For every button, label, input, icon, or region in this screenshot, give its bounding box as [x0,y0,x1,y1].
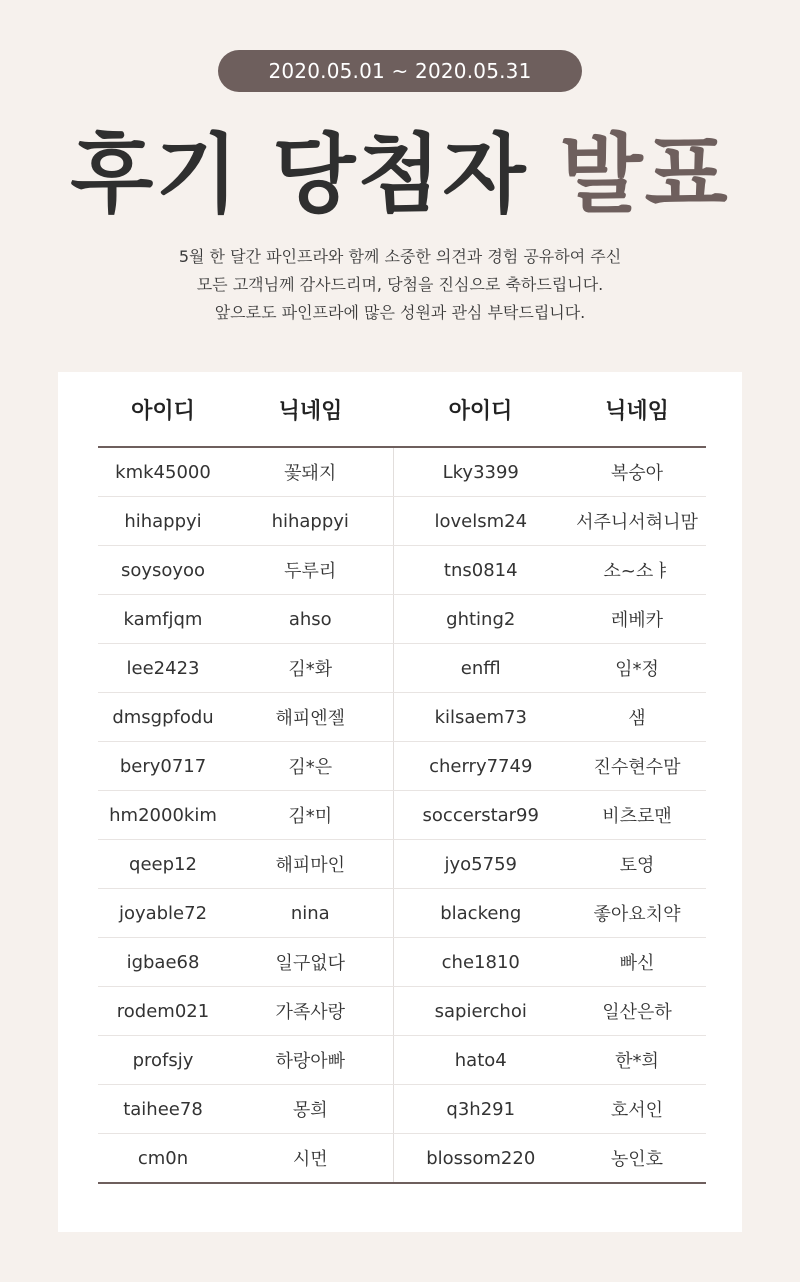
winner-id: kamfjqm [98,595,228,644]
winner-id: hato4 [393,1036,568,1085]
winner-id: kilsaem73 [393,693,568,742]
table-row [98,840,706,889]
winner-nickname: 해피엔젤 [228,693,393,742]
table-row [98,889,706,938]
winner-nickname: 진수현수맘 [568,742,706,791]
winner-id: joyable72 [98,889,228,938]
winner-nickname: 김*미 [228,791,393,840]
winner-id: blackeng [393,889,568,938]
page-title-accent: 발표 [559,125,730,225]
winner-id: rodem021 [98,987,228,1036]
winner-nickname: 토영 [568,840,706,889]
winner-nickname: 하랑아빠 [228,1036,393,1085]
winner-id: enffl [393,644,568,693]
table-row [98,987,706,1036]
winner-id: jyo5759 [393,840,568,889]
winner-nickname: 두루리 [228,546,393,595]
intro-line: 5월 한 달간 파인프라와 함께 소중한 의견과 경험 공유하여 주신 [178,247,622,266]
header-id: 아이디 [98,372,228,447]
winner-id: kmk45000 [98,447,228,497]
header-id: 아이디 [393,372,568,447]
intro-line: 모든 고객님께 감사드리며, 당첨을 진심으로 축하드립니다. [196,275,604,294]
table-row [98,938,706,987]
winner-id: bery0717 [98,742,228,791]
page-title [0,110,800,240]
winner-id: hm2000kim [98,791,228,840]
winner-id: blossom220 [393,1134,568,1184]
winner-id: tns0814 [393,546,568,595]
winner-nickname: 빠신 [568,938,706,987]
winner-nickname: 비츠로맨 [568,791,706,840]
winner-nickname: 농인호 [568,1134,706,1184]
table-row [98,1134,706,1184]
winner-nickname: 가족사랑 [228,987,393,1036]
winner-nickname: 샘 [568,693,706,742]
table-row [98,447,706,497]
winner-id: Lky3399 [393,447,568,497]
winner-nickname: 김*화 [228,644,393,693]
winner-id: soysoyoo [98,546,228,595]
winner-id: igbae68 [98,938,228,987]
header-nickname: 닉네임 [228,372,393,447]
page-title-main: 후기 당첨자 [70,125,528,225]
winner-id: cherry7749 [393,742,568,791]
winner-id: dmsgpfodu [98,693,228,742]
winner-nickname: 복숭아 [568,447,706,497]
table-row [98,595,706,644]
header-nickname: 닉네임 [568,372,706,447]
table-row [98,791,706,840]
winner-id: lee2423 [98,644,228,693]
winner-nickname: 시먼 [228,1134,393,1184]
winner-nickname: 서주니서혀니맘 [568,497,706,546]
winner-nickname: hihappyi [228,497,393,546]
winner-nickname: 일산은하 [568,987,706,1036]
winners-panel [58,372,742,1232]
winner-id: hihappyi [98,497,228,546]
intro-message [0,243,800,327]
winner-nickname: 해피마인 [228,840,393,889]
winner-id: ghting2 [393,595,568,644]
winner-id: cm0n [98,1134,228,1184]
winner-nickname: 꽃돼지 [228,447,393,497]
winner-nickname: ahso [228,595,393,644]
winner-id: qeep12 [98,840,228,889]
winners-table [98,372,706,1184]
table-row [98,497,706,546]
winner-nickname: 임*정 [568,644,706,693]
table-row [98,546,706,595]
winner-id: soccerstar99 [393,791,568,840]
winner-id: che1810 [393,938,568,987]
winners-table-body [98,447,706,1183]
winner-nickname: 일구없다 [228,938,393,987]
intro-line: 앞으로도 파인프라에 많은 성원과 관심 부탁드립니다. [214,303,586,322]
winner-nickname: nina [228,889,393,938]
event-period-badge: 2020.05.01 ~ 2020.05.31 [218,50,582,92]
winner-id: lovelsm24 [393,497,568,546]
table-row [98,693,706,742]
table-row [98,1036,706,1085]
winner-nickname: 김*은 [228,742,393,791]
winner-nickname: 좋아요치약 [568,889,706,938]
winner-nickname: 호서인 [568,1085,706,1134]
table-header-row [98,372,706,447]
winner-nickname: 레베카 [568,595,706,644]
winner-id: sapierchoi [393,987,568,1036]
winner-nickname: 한*희 [568,1036,706,1085]
table-row [98,644,706,693]
winner-nickname: 소~소ㅑ [568,546,706,595]
table-row [98,742,706,791]
table-row [98,1085,706,1134]
winner-id: q3h291 [393,1085,568,1134]
winner-nickname: 몽희 [228,1085,393,1134]
winner-id: profsjy [98,1036,228,1085]
winner-id: taihee78 [98,1085,228,1134]
